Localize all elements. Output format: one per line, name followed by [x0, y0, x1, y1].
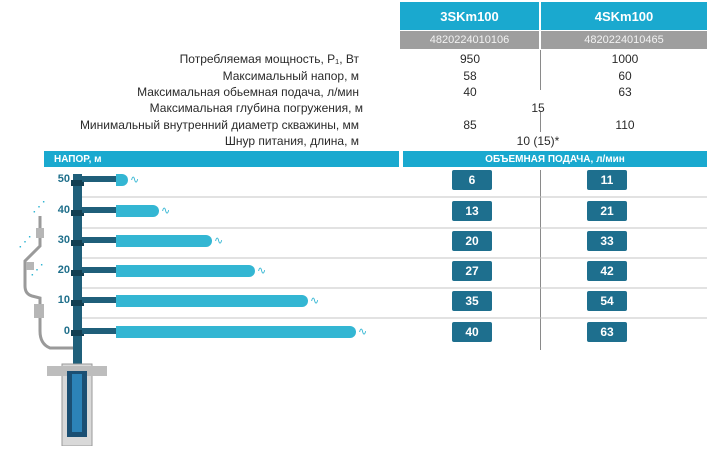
spec-power-1: 950 — [459, 52, 481, 66]
spec-diameter-2: 110 — [615, 118, 635, 132]
head-level-label: 20 — [57, 264, 70, 276]
water-stream — [116, 174, 128, 186]
sprinkler-icon: ⋰ — [30, 261, 44, 277]
spec-cable: 10 (15)* — [516, 134, 560, 148]
spec-flow-2: 63 — [618, 85, 632, 99]
flow-value-model-2: 63 — [587, 322, 627, 342]
flow-band — [403, 151, 707, 167]
splash-icon: ∿ — [310, 295, 320, 307]
model-header-2: 4SKm100 — [541, 2, 707, 30]
head-level-label: 40 — [57, 204, 70, 216]
head-level-label: 50 — [57, 173, 70, 185]
column-divider — [540, 50, 541, 90]
spec-label-diameter: Минимальный внутренний диаметр скважины, мм — [79, 118, 359, 132]
flow-value-model-1: 6 — [452, 170, 492, 190]
outlet-pipe — [82, 176, 116, 182]
sprinkler-icon: ⋰ — [18, 233, 32, 249]
water-stream — [116, 295, 308, 307]
flow-label: ОБЪЕМНАЯ ПОДАЧА, л/мин — [485, 153, 625, 165]
flow-value-model-1: 35 — [452, 291, 492, 311]
spec-label-cable: Шнур питания, длина, м — [224, 134, 359, 148]
water-stream — [116, 235, 212, 247]
flow-value-model-2: 33 — [587, 231, 627, 251]
head-label: НАПОР, м — [54, 153, 102, 165]
water-stream — [116, 326, 356, 338]
outlet-pipe — [82, 297, 116, 303]
splash-icon: ∿ — [214, 235, 224, 247]
head-level-label: 30 — [57, 234, 70, 246]
spec-head-1: 58 — [463, 69, 477, 83]
flow-value-model-1: 20 — [452, 231, 492, 251]
spec-flow-1: 40 — [463, 85, 477, 99]
column-divider — [540, 112, 541, 132]
flow-value-model-1: 40 — [452, 322, 492, 342]
model-code-2: 4820224010465 — [541, 31, 707, 49]
head-level-label: 0 — [63, 325, 70, 337]
flow-value-model-2: 54 — [587, 291, 627, 311]
head-level-label: 10 — [57, 294, 70, 306]
head-band — [44, 151, 399, 167]
spec-label-head: Максимальный напор, м — [222, 69, 359, 83]
flow-value-model-1: 27 — [452, 261, 492, 281]
spec-head-2: 60 — [618, 69, 632, 83]
flow-value-model-2: 42 — [587, 261, 627, 281]
splash-icon: ∿ — [130, 174, 140, 186]
splash-icon: ∿ — [257, 265, 267, 277]
outlet-pipe — [82, 267, 116, 273]
model-header-1: 3SKm100 — [400, 2, 539, 30]
outlet-pipe — [82, 237, 116, 243]
sprinkler-icon: ⋰ — [32, 198, 46, 214]
splash-icon: ∿ — [161, 205, 171, 217]
flow-value-model-1: 13 — [452, 201, 492, 221]
model-code-1: 4820224010106 — [400, 31, 539, 49]
spec-depth: 15 — [531, 101, 545, 115]
flow-value-model-2: 11 — [587, 170, 627, 190]
outlet-pipe — [82, 207, 116, 213]
spec-diameter-1: 85 — [463, 118, 477, 132]
flow-value-model-2: 21 — [587, 201, 627, 221]
outlet-pipe — [82, 328, 116, 334]
splash-icon: ∿ — [358, 326, 368, 338]
water-stream — [116, 265, 255, 277]
water-stream — [116, 205, 159, 217]
spec-label-depth: Максимальная глубина погружения, м — [149, 101, 363, 115]
spec-power-2: 1000 — [611, 52, 639, 66]
spec-label-power: Потребляемая мощность, P₁, Вт — [179, 52, 359, 66]
spec-label-flow: Максимальная обьемная подача, л/мин — [137, 85, 359, 99]
